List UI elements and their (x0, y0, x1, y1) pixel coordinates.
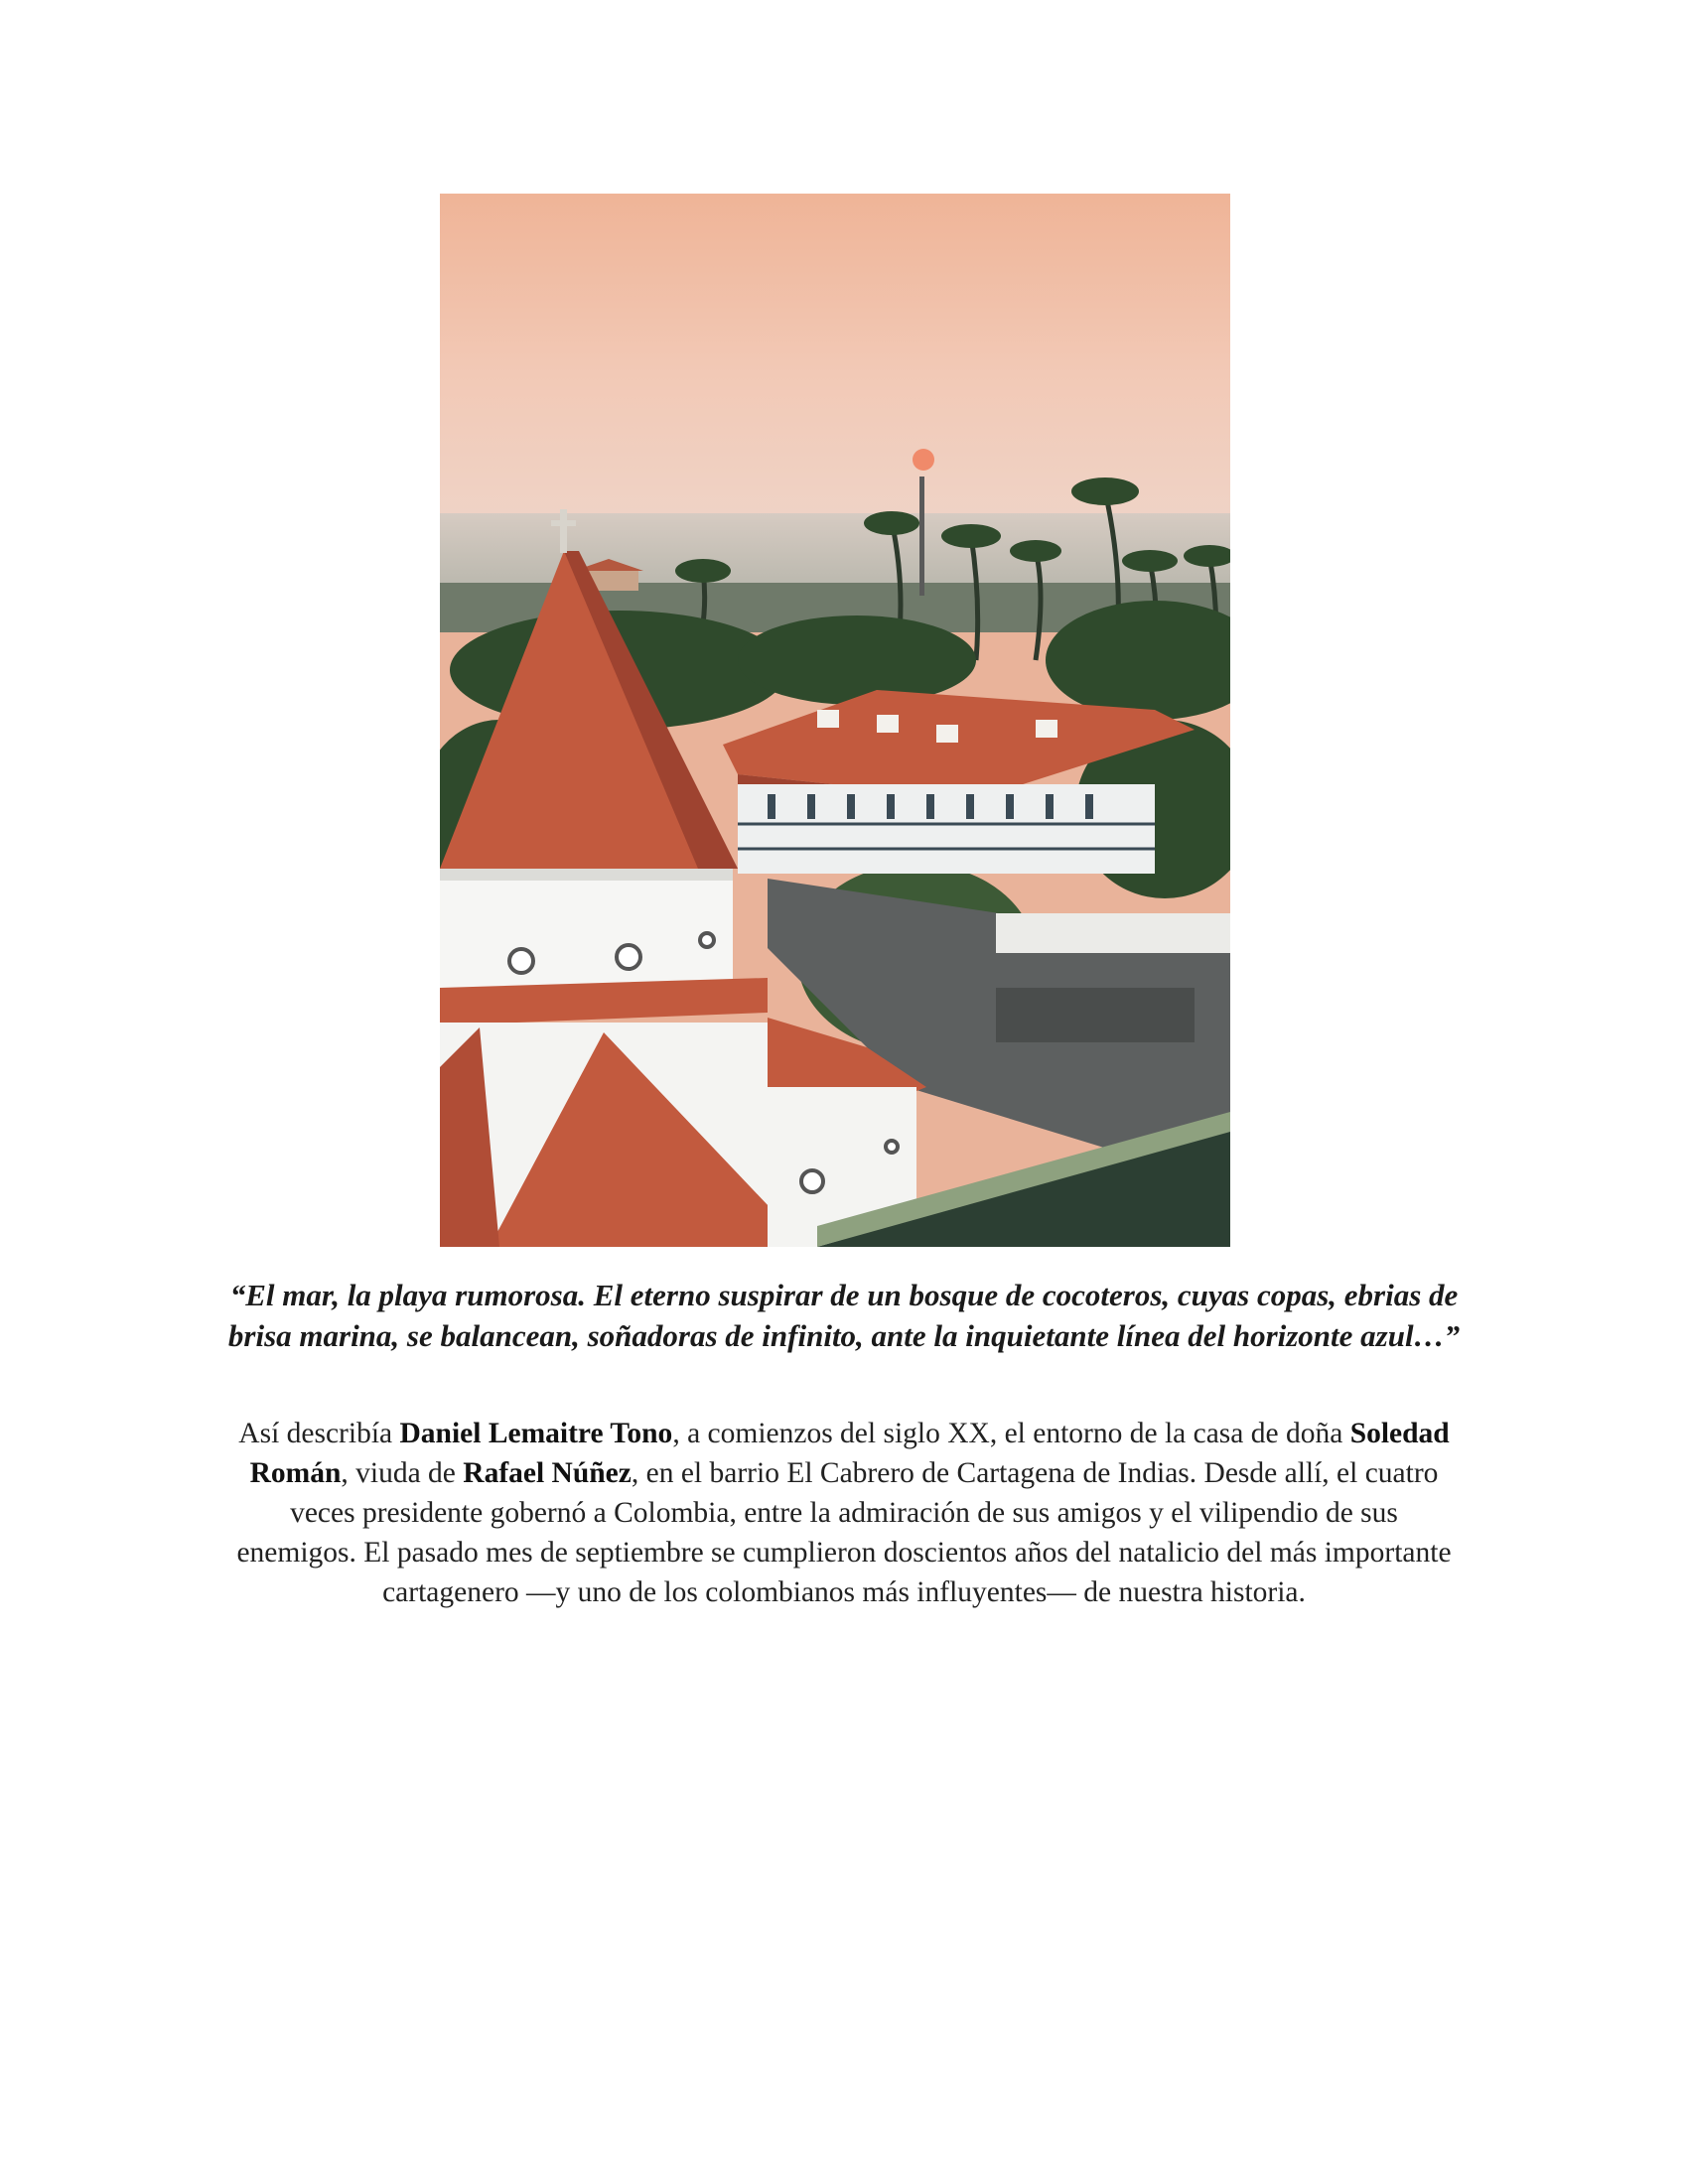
photo-illustration (440, 194, 1230, 1247)
person-name-roman: Soledad Román (249, 1418, 1450, 1489)
body-paragraph (228, 1414, 1460, 1612)
sky (440, 194, 1230, 521)
white-fence (996, 913, 1230, 953)
paragraph-text-1: Así describía (238, 1418, 400, 1449)
quote: “El mar, la playa rumorosa. El eterno suspirar de un bosque de cocoteros, cuyas copas, ebrias de brisa marina, se balancean, soñadoras de infinito, ante la inquietante línea del horizonte azul…” (227, 1278, 1461, 1353)
paragraph-text-2: , a comienzos del siglo XX, el entorno de la casa de doña (672, 1418, 1350, 1449)
light-tower (919, 477, 924, 596)
paragraph-text-4: , en el barrio El Cabrero de Cartagena de Indias. Desde allí, el cuatro veces presidente gobernó a Colombia, entre la admiración de sus amigos y el vilipendio de sus enemigos. El pasado mes de septiembre se cumplieron doscientos años del natalicio del más importante cartagenero —y uno de los colombianos más influyentes— de nuestra historia. (236, 1457, 1452, 1608)
sun (913, 449, 934, 471)
person-name-nunez: Rafael Núñez (463, 1457, 632, 1489)
person-name-lemaitre: Daniel Lemaitre Tono (399, 1418, 673, 1449)
church-sunset-photo (440, 194, 1230, 1247)
paragraph-text-3: , viuda de (341, 1457, 464, 1489)
